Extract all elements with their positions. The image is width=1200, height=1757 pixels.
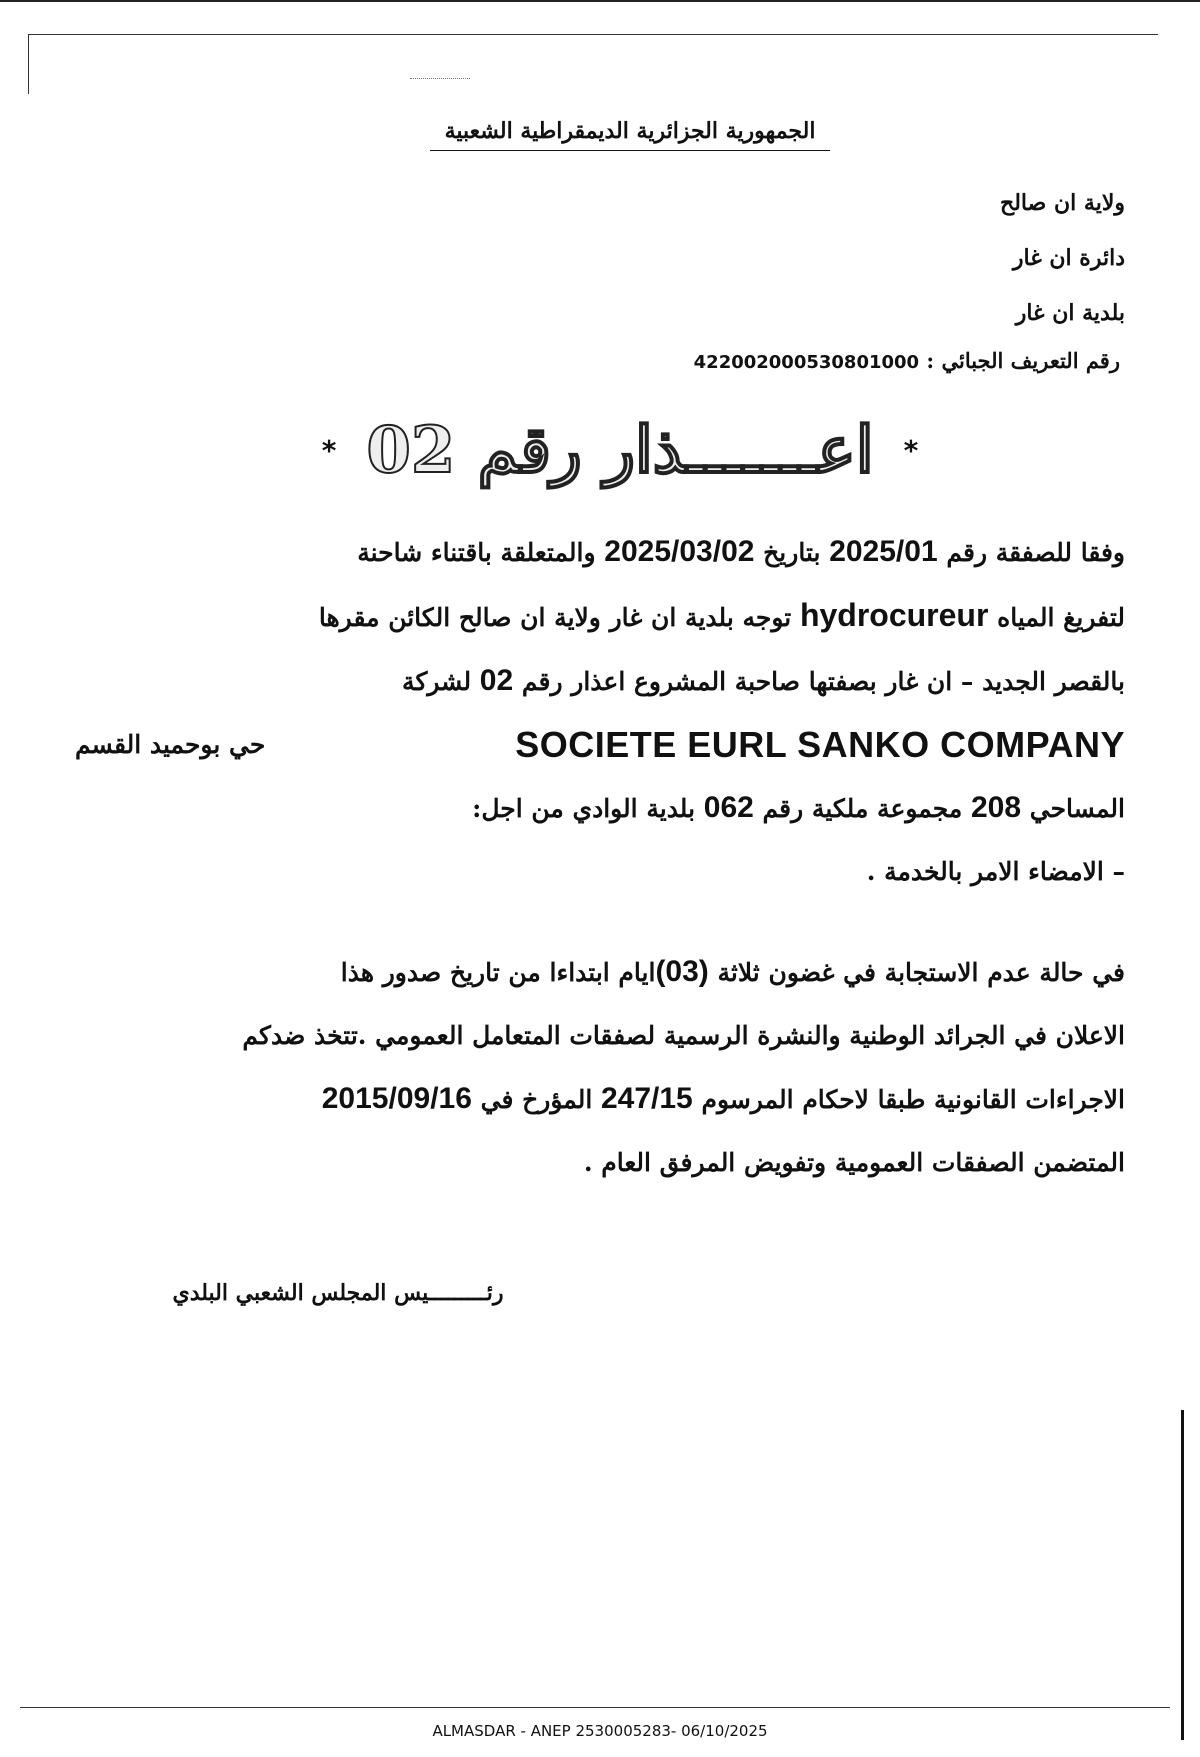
body-line-5: المساحي 208 مجموعة ملكية رقم 062 بلدية الوادي من اجل:	[472, 791, 1125, 824]
scan-top-edge	[0, 0, 1200, 2]
republic-header: الجمهورية الجزائرية الديمقراطية الشعبية	[430, 118, 830, 151]
section-two-line-1: في حالة عدم الاستجابة في غضون ثلاثة (03)ايام ابتداءا من تاريخ صدور هذا	[340, 955, 1125, 988]
body-line-4	[75, 713, 1125, 776]
section-number: 208	[970, 791, 1022, 824]
section-two-line-3: الاجراءات القانونية طبقا لاحكام المرسوم 247/15 المؤرخ في 2015/09/16	[321, 1082, 1125, 1115]
deal-date: 2025/03/02	[604, 535, 755, 568]
notice-title: اعـــــــذار رقم 02	[366, 412, 874, 488]
days-count: (03)	[655, 955, 709, 988]
daira-line: دائرة ان غار	[1012, 245, 1125, 271]
footer-divider	[20, 1707, 1170, 1708]
star-right: *	[903, 433, 919, 467]
group-number: 062	[703, 791, 754, 824]
scan-frame-top	[28, 34, 1158, 35]
body-reason: – الامضاء الامر بالخدمة .	[866, 857, 1125, 886]
body-line-1: وفقا للصفقة رقم 2025/01 بتاريخ 2025/03/02 والمتعلقة باقتناء شاحنة	[357, 535, 1125, 568]
tax-id-line	[694, 348, 1120, 373]
consequence-paragraph	[75, 940, 1125, 1194]
signature-title: رئـــــــــيس المجلس الشعبي البلدي	[172, 1280, 504, 1306]
wilaya-line: ولاية ان صالح	[1000, 190, 1125, 216]
vehicle-type: hydrocureur	[799, 597, 989, 633]
decree-date: 2015/09/16	[321, 1082, 472, 1115]
company-address: حي بوحميد القسم	[75, 730, 266, 759]
deal-number: 2025/01	[829, 535, 938, 568]
star-left: *	[321, 433, 337, 467]
body-line-3: بالقصر الجديد – ان غار بصفتها صاحبة المشروع اعذار رقم 02 لشركة	[402, 664, 1125, 697]
company-name: SOCIETE EURL SANKO COMPANY	[515, 724, 1125, 765]
notice-number: 02	[479, 664, 514, 697]
section-two-line-2: الاعلان في الجرائد الوطنية والنشرة الرسمية لصفقات المتعامل العمومي .تتخذ ضدكم	[242, 1021, 1125, 1050]
decree-number: 247/15	[600, 1082, 693, 1115]
scan-speck	[410, 78, 470, 79]
admin-block	[1000, 176, 1125, 341]
scan-right-edge	[1181, 1410, 1184, 1740]
section-two-line-4: المتضمن الصفقات العمومية وتفويض المرفق العام .	[583, 1148, 1125, 1177]
footer-reference: ALMASDAR - ANEP 2530005283- 06/10/2025	[432, 1722, 768, 1740]
notice-title-row	[320, 400, 920, 500]
notice-body	[75, 520, 1125, 903]
tax-id-label: رقم التعريف الجبائي :	[926, 348, 1120, 373]
scan-frame-left	[28, 34, 29, 94]
tax-id-number: 422002000530801000	[693, 352, 920, 373]
commune-line: بلدية ان غار	[1015, 300, 1125, 326]
body-line-2: لتفريغ المياه hydrocureur توجه بلدية ان غار ولاية ان صالح الكائن مقرها	[318, 597, 1125, 633]
